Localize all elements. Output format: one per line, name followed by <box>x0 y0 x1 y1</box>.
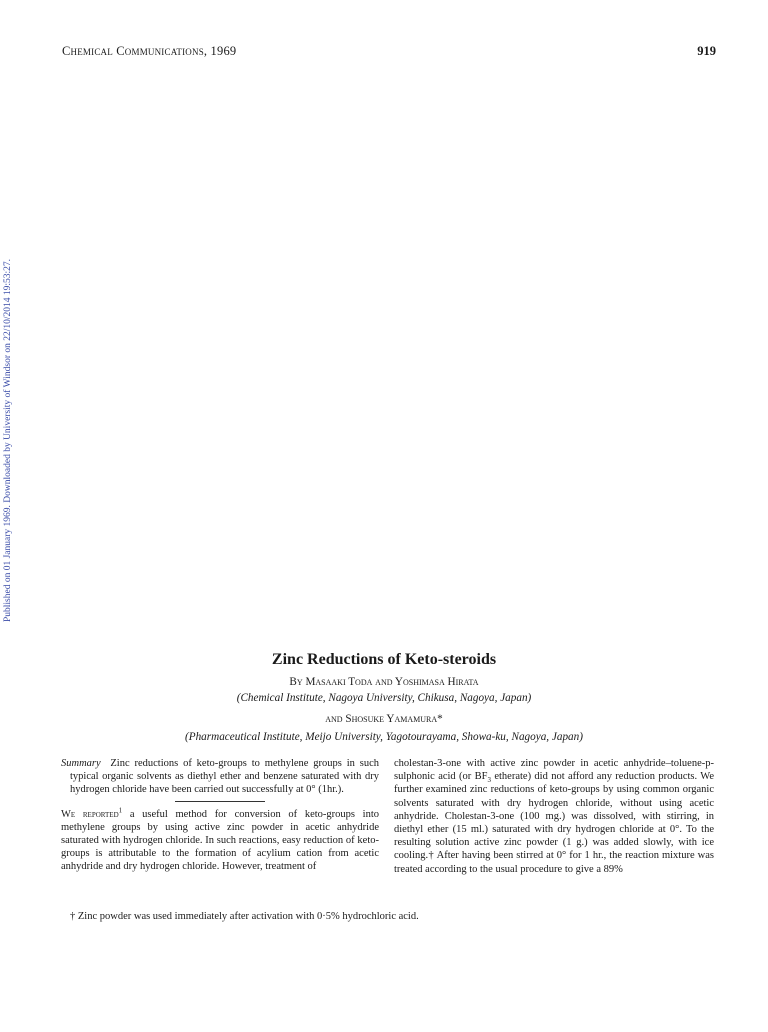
body-text-right-1: cholestan-3-one with active zinc powder in acetic anhydride–toluene-p-sulphonic acid (or BF <box>394 758 714 783</box>
page-number: 919 <box>697 44 716 58</box>
section-divider <box>175 801 265 802</box>
authors-line-2: and Shosuke Yamamura* <box>325 713 443 725</box>
affiliation-2: (Pharmaceutical Institute, Meijo University, Yagotourayama, Showa-ku, Nagoya, Japan) <box>185 731 583 743</box>
body-text-left: a useful method for conversion of keto-groups into methylene groups by using active zinc powder in acetic anhydride saturated with hydrogen chloride. In such reactions, easy reduction of keto-groups is attributable to the formation of acylium cation from acetic anhydride and dry hydrogen chloride. However, treatment of <box>61 808 379 873</box>
authors-line-1: By Masaaki Toda and Yoshimasa Hirata <box>289 676 479 688</box>
left-column <box>61 757 379 874</box>
right-column <box>394 757 714 876</box>
reference-marker: 1 <box>118 806 123 815</box>
download-watermark-text: Published on 01 January 1969. Downloaded by University of Windsor on 22/10/2014 19:53:27. <box>3 258 13 622</box>
summary-text: Zinc reductions of keto-groups to methylene groups in such typical organic solvents as diethyl ether and benzene saturated with dry hydrogen chloride have been carried out successfully at 0° (1hr.). <box>70 758 380 796</box>
body-paragraph-left <box>61 808 379 874</box>
journal-running-head: Chemical Communications, 1969 <box>62 44 237 58</box>
summary-paragraph <box>61 757 379 797</box>
body-lead-word: We reported <box>61 808 119 820</box>
affiliation-1: (Chemical Institute, Nagoya University, Chikusa, Nagoya, Japan) <box>236 692 532 704</box>
summary-label: Summary <box>61 758 101 769</box>
body-text-right-2: etherate) did not afford any reduction products. We further examined zinc reductions of keto-groups by using common organic solvents saturated with dry hydrogen chloride, without using acetic anhydride. Cholestan-3-one (100 mg.) was dissolved, with stirring, in diethyl ether (15 ml.) saturated with dry hydrogen chloride at 0°. To the resulting solution active zinc powder (1 g.) was added slowly, with ice cooling.† After having been stirred at 0° for 1 hr., the reaction mixture was treated according to the usual procedure to give a 89% <box>394 771 715 875</box>
subscript-3: 3 <box>487 776 491 785</box>
body-paragraph-right <box>394 757 714 876</box>
article-title: Zinc Reductions of Keto-steroids <box>271 651 497 668</box>
footnote: † Zinc powder was used immediately after activation with 0·5% hydrochloric acid. <box>70 911 419 922</box>
